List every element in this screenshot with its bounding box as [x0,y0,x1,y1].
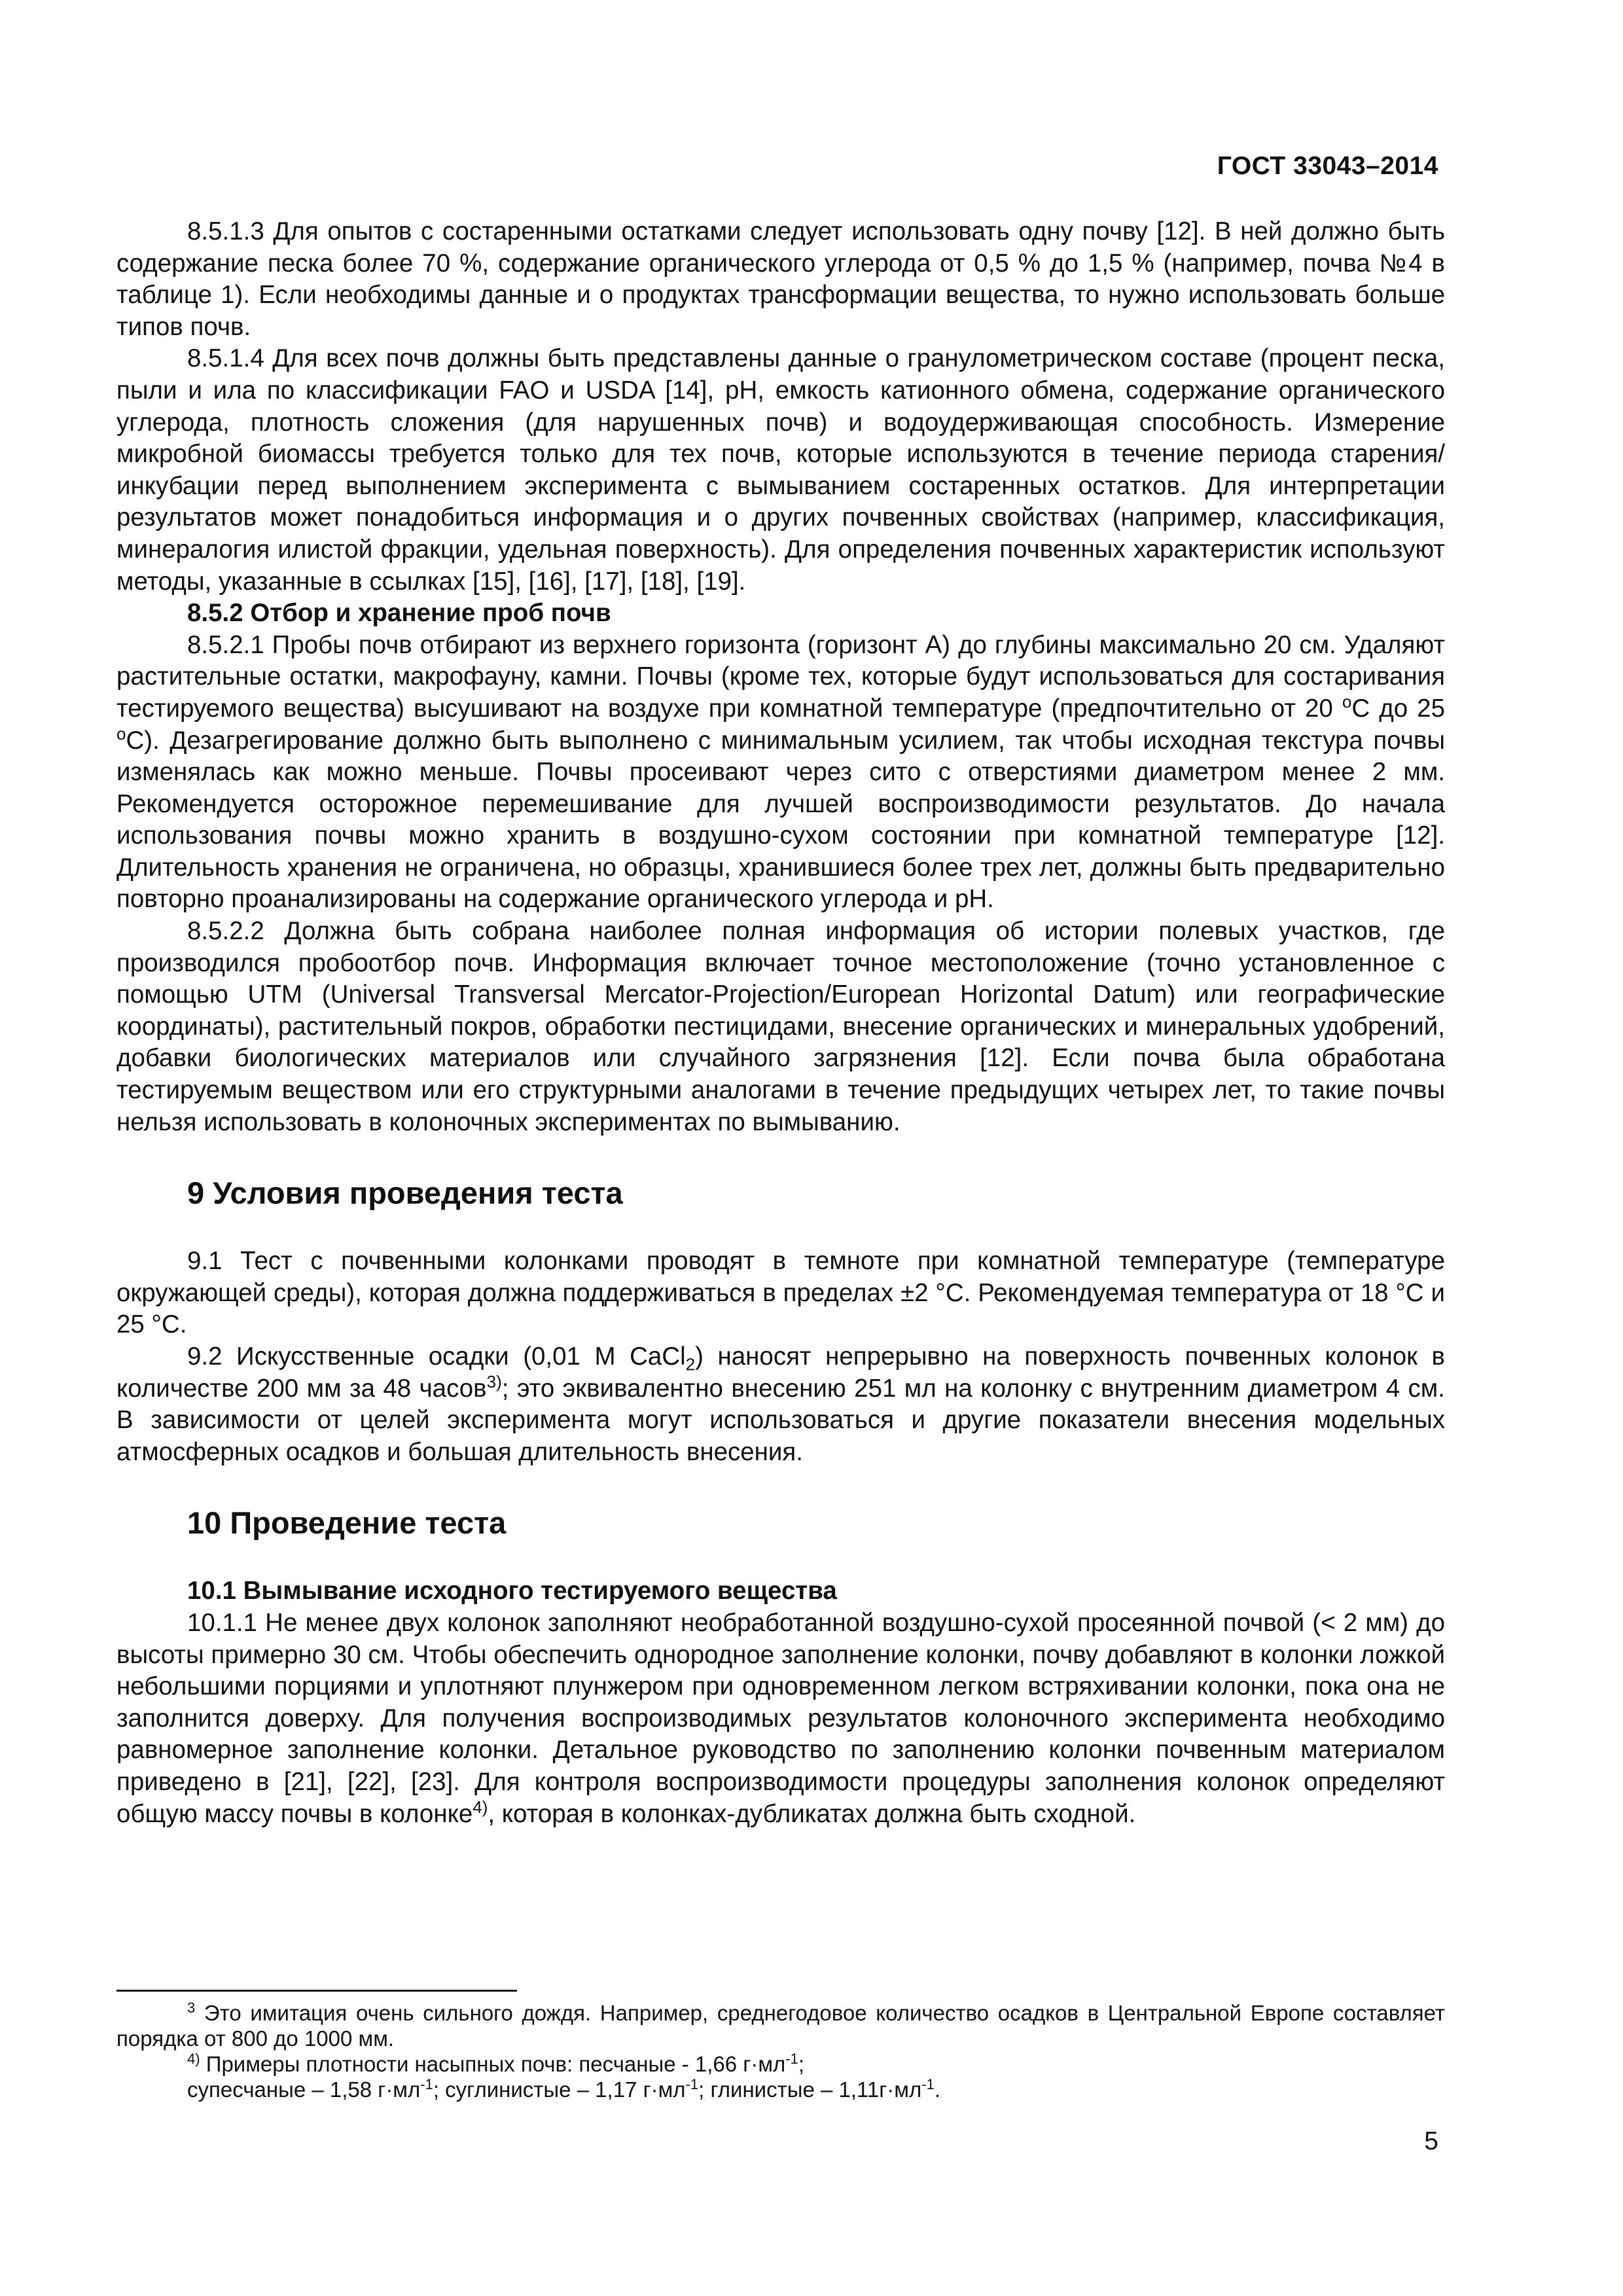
section-heading-9: 9 Условия проведения теста [187,1175,623,1211]
section-heading-10: 10 Проведение теста [187,1505,507,1541]
exponent: -1 [785,2051,798,2067]
degree-mark: o [1342,692,1352,712]
subsection-heading-10-1: 10.1 Вымывание исходного тестируемого вещества [187,1577,837,1605]
footnote-text: Примеры плотности насыпных почв: песчаные - 1,66 г·мл [200,2052,786,2076]
page-number: 5 [1424,2127,1438,2155]
footnote-text: ; глинистые – 1,11г·мл [698,2077,922,2102]
text-run: 9.2 Искусственные осадки (0,01 М CaCl [187,1342,686,1371]
footnote-mark: 3 [187,2000,196,2016]
footnote-text: . [934,2077,940,2102]
footnote-text: ; суглинистые – 1,17 г·мл [433,2077,686,2102]
paragraph-9-2 [116,1341,1445,1468]
footnotes [116,2000,1445,2102]
footnote-text: Это имитация очень сильного дождя. Например, среднегодовое количество осадков в Центральной Европе составляет порядка от 800 до 1000 мм. [116,2001,1445,2051]
footnote-4 [116,2051,1445,2077]
paragraph-8-5-1-4: 8.5.1.4 Для всех почв должны быть представлены данные о гранулометрическом составе (процент песка, пыли и ила по классификации FAO и USDA [14], pH, емкость катионного обмена, содержание органического углерода, плотность сложения (для нарушенных почв) и водоудерживающая способность. Измерение микробной биомассы требуется только для тех почв, которые используются в течение периода старения/инкубации перед выполнением эксперимента с вымыванием состаренных остатков. Для интерпретации результатов может понадобиться информация и о других почвенных свойствах (например, классификация, минералогия илистой фракции, удельная поверхность). Для определения почвенных характеристик используют методы, указанные в ссылках [15], [16], [17], [18], [19]. [116,344,1445,596]
paragraph-9-1: 9.1 Тест с почвенными колонками проводят в темноте при комнатной температуре (температуре окружающей среды), которая должна поддерживаться в пределах ±2 °С. Рекомендуемая температура от 18 °С и 25 °С. [116,1247,1445,1339]
footnote-separator [116,1990,517,1992]
footnote-text: ; [798,2052,805,2076]
text-run: ) наносят непрерывно на поверхность почвенных колонок в количестве 200 мм за 48 часов [116,1342,1445,1403]
paragraph-8-5-2-1 [116,630,1445,916]
footnote-mark: 4) [187,2051,200,2067]
text-run: 8.5.2.1 Пробы почв отбирают из верхнего горизонта (горизонт А) до глубины максимально 20 см. Удаляют растительные остатки, макрофауну, камни. Почвы (кроме тех, которые будут использоваться для состаривания тестируемого вещества) высушивают на воздухе при комнатной температуре (предпочтительно от 20 [116,630,1445,723]
footnote-text: супесчаные – 1,58 г·мл [187,2077,421,2102]
text-run: С до 25 [1351,694,1445,723]
footnote-4-continued [116,2077,1445,2102]
degree-mark: o [116,723,126,744]
paragraph-8-5-1-3: 8.5.1.3 Для опытов с состаренными остатками следует использовать одну почву [12]. В ней должно быть содержание песка более 70 %, содержание органического углерода от 0,5 % до 1,5 % (например, почва №4 в таблице 1). Если необходимы данные и о продуктах трансформации вещества, то нужно использовать больше типов почв. [116,217,1445,341]
text-run: ; это эквивалентно внесению 251 мл на колонку с внутренним диаметром 4 см. В зависимости от целей эксперимента могут использоваться и другие показатели внесения модельных атмосферных осадков и большая длительность внесения. [116,1374,1445,1466]
exponent: -1 [685,2076,699,2092]
subscript: 2 [685,1354,696,1374]
footnote-ref-3[interactable]: 3) [486,1371,502,1391]
subsection-heading-8-5-2: 8.5.2 Отбор и хранение проб почв [187,599,611,628]
standard-designation: ГОСТ 33043–2014 [1217,152,1438,180]
footnote-3 [116,2000,1445,2051]
main-text [116,216,1445,1830]
paragraph-8-5-2-2: 8.5.2.2 Должна быть собрана наиболее полная информация об истории полевых участков, где производился пробоотбор почв. Информация включает точное местоположение (точно установленное с помощью UTM (Universal Transversal Mercator-Projection/European Horizontal Datum) или географические координаты), растительный покров, обработки пестицидами, внесение органических и минеральных удобрений, добавки биологических материалов или случайного загрязнения [12]. Если почва была обработана тестируемым веществом или его структурными аналогами в течение предыдущих четырех лет, то такие почвы нельзя использовать в колоночных экспериментах по вымыванию. [116,917,1445,1136]
exponent: -1 [420,2076,433,2092]
footnote-ref-4[interactable]: 4) [473,1797,488,1817]
paragraph-10-1-1 [116,1607,1445,1830]
text-run: , которая в колонках-дубликатах должна быть сходной. [488,1799,1136,1828]
exponent: -1 [921,2076,935,2092]
text-run: С). Дезагрегирование должно быть выполнено с минимальным усилием, так чтобы исходная текстура почвы изменялась как можно меньше. Почвы просеивают через сито с отверстиями диаметром менее 2 мм. Рекомендуется осторожное перемешивание для лучшей воспроизводимости результатов. До начала использования почвы можно хранить в воздушно-сухом состоянии при комнатной температуре [12]. Длительность хранения не ограничена, но образцы, хранившиеся более трех лет, должны быть предварительно повторно проанализированы на содержание органического углерода и рН. [116,726,1445,914]
text-run: 10.1.1 Не менее двух колонок заполняют необработанной воздушно-сухой просеянной почвой (< 2 мм) до высоты примерно 30 см. Чтобы обеспечить однородное заполнение колонки, почву добавляют в колонки ложкой небольшими порциями и уплотняют плунжером при одновременном легком встряхивании колонки, пока она не заполнится доверху. Для получения воспроизводимых результатов колоночного эксперимента необходимо равномерное заполнение колонки. Детальное руководство по заполнению колонки почвенным материалом приведено в [21], [22], [23]. Для контроля воспроизводимости процедуры заполнения колонок определяют общую массу почвы в колонке [116,1608,1445,1828]
